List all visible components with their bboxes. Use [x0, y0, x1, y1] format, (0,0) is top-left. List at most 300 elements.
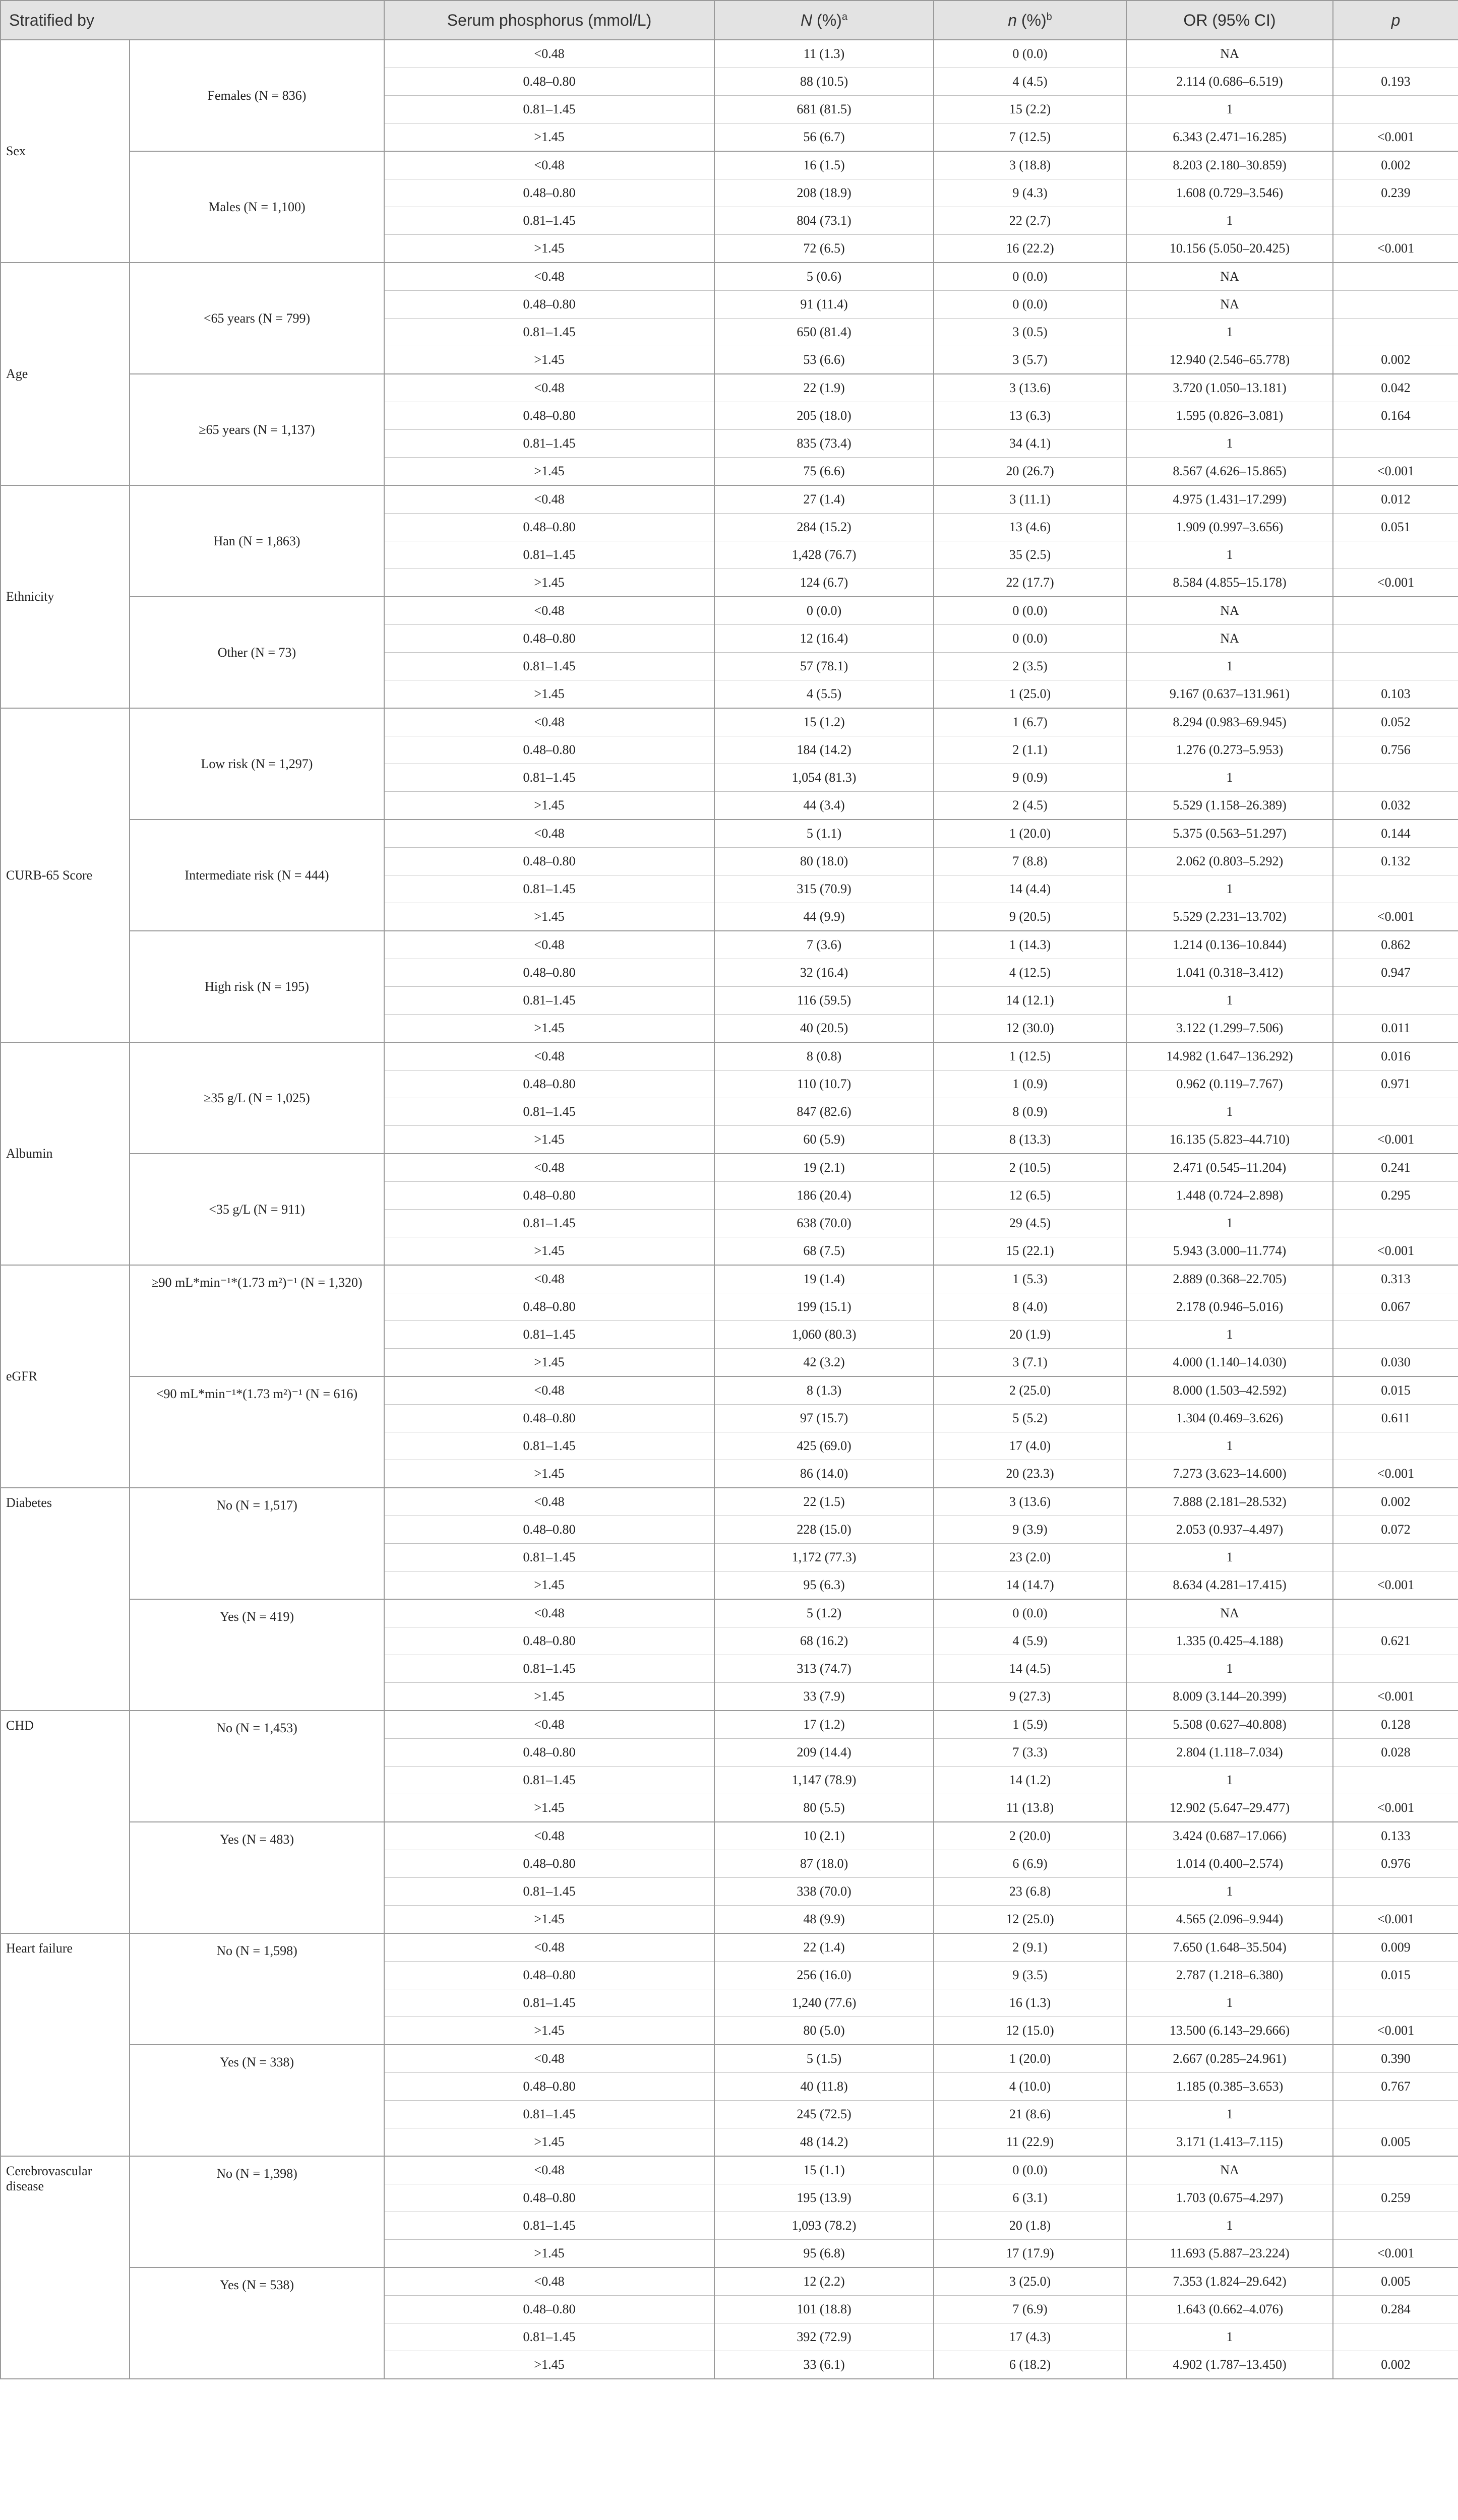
subgroup-cell: Yes (N = 419)	[130, 1599, 384, 1711]
subgroup-cell: ≥90 mL*min⁻¹*(1.73 m²)⁻¹ (N = 1,320)	[130, 1265, 384, 1376]
odds-ratio-cell: 1.703 (0.675–4.297)	[1126, 2184, 1333, 2212]
phosphorus-range-cell: <0.48	[384, 2267, 714, 2296]
phosphorus-range-cell: <0.48	[384, 2156, 714, 2184]
deaths-n-cell: 15 (22.1)	[934, 1237, 1126, 1266]
odds-ratio-cell: NA	[1126, 263, 1333, 291]
odds-ratio-cell: 1.448 (0.724–2.898)	[1126, 1182, 1333, 1210]
total-n-cell: 80 (18.0)	[714, 848, 934, 875]
odds-ratio-cell: 1.014 (0.400–2.574)	[1126, 1850, 1333, 1878]
total-n-cell: 32 (16.4)	[714, 959, 934, 987]
deaths-n-cell: 0 (0.0)	[934, 291, 1126, 319]
odds-ratio-cell: 8.009 (3.144–20.399)	[1126, 1683, 1333, 1711]
deaths-n-cell: 1 (20.0)	[934, 820, 1126, 848]
stratum-variable-cell: Diabetes	[1, 1488, 130, 1711]
subgroup-cell: Other (N = 73)	[130, 597, 384, 708]
table-row	[1, 1822, 1458, 1850]
total-n-cell: 5 (0.6)	[714, 263, 934, 291]
total-n-cell: 48 (9.9)	[714, 1906, 934, 1934]
table-row	[1, 2045, 1458, 2073]
total-n-cell: 12 (2.2)	[714, 2267, 934, 2296]
odds-ratio-cell: 8.203 (2.180–30.859)	[1126, 151, 1333, 179]
odds-ratio-cell: 1.304 (0.469–3.626)	[1126, 1405, 1333, 1432]
total-n-cell: 95 (6.8)	[714, 2240, 934, 2268]
p-value-cell	[1333, 291, 1458, 319]
phosphorus-range-cell: 0.48–0.80	[384, 1962, 714, 1989]
phosphorus-range-cell: >1.45	[384, 903, 714, 931]
odds-ratio-cell: 1.041 (0.318–3.412)	[1126, 959, 1333, 987]
total-n-cell: 97 (15.7)	[714, 1405, 934, 1432]
p-value-cell	[1333, 319, 1458, 346]
deaths-n-cell: 35 (2.5)	[934, 541, 1126, 569]
header-deaths-n	[934, 1, 1126, 40]
phosphorus-range-cell: 0.81–1.45	[384, 96, 714, 123]
total-n-cell: 48 (14.2)	[714, 2128, 934, 2157]
phosphorus-range-cell: 0.48–0.80	[384, 68, 714, 96]
odds-ratio-cell: 3.720 (1.050–13.181)	[1126, 374, 1333, 402]
total-n-cell: 22 (1.4)	[714, 1933, 934, 1962]
p-value-cell	[1333, 2101, 1458, 2128]
odds-ratio-cell: 5.943 (3.000–11.774)	[1126, 1237, 1333, 1266]
odds-ratio-cell: 1	[1126, 207, 1333, 235]
table-row	[1, 40, 1458, 68]
total-n-cell: 110 (10.7)	[714, 1070, 934, 1098]
stratum-variable-cell: Cerebrovascular disease	[1, 2156, 130, 2379]
phosphorus-range-cell: <0.48	[384, 1376, 714, 1405]
deaths-n-cell: 22 (2.7)	[934, 207, 1126, 235]
table-row	[1, 597, 1458, 625]
phosphorus-range-cell: 0.48–0.80	[384, 1627, 714, 1655]
deaths-n-cell: 4 (10.0)	[934, 2073, 1126, 2101]
deaths-n-cell: 7 (12.5)	[934, 123, 1126, 152]
odds-ratio-cell: 2.889 (0.368–22.705)	[1126, 1265, 1333, 1293]
odds-ratio-cell: 16.135 (5.823–44.710)	[1126, 1126, 1333, 1154]
p-value-cell: <0.001	[1333, 903, 1458, 931]
deaths-n-cell: 1 (0.9)	[934, 1070, 1126, 1098]
odds-ratio-cell: 2.804 (1.118–7.034)	[1126, 1739, 1333, 1767]
odds-ratio-cell: NA	[1126, 597, 1333, 625]
phosphorus-range-cell: 0.81–1.45	[384, 207, 714, 235]
table-row	[1, 1599, 1458, 1627]
deaths-n-cell: 29 (4.5)	[934, 1210, 1126, 1237]
odds-ratio-cell: 3.171 (1.413–7.115)	[1126, 2128, 1333, 2157]
deaths-n-cell: 23 (6.8)	[934, 1878, 1126, 1906]
stratum-variable-cell: Age	[1, 263, 130, 485]
p-value-cell	[1333, 263, 1458, 291]
p-value-cell	[1333, 764, 1458, 792]
phosphorus-range-cell: 0.81–1.45	[384, 1767, 714, 1794]
phosphorus-range-cell: 0.81–1.45	[384, 1210, 714, 1237]
total-n-cell: 10 (2.1)	[714, 1822, 934, 1850]
deaths-n-cell: 12 (25.0)	[934, 1906, 1126, 1934]
deaths-n-cell: 9 (3.5)	[934, 1962, 1126, 1989]
total-n-cell: 75 (6.6)	[714, 458, 934, 486]
total-n-cell: 116 (59.5)	[714, 987, 934, 1015]
deaths-n-cell: 17 (4.3)	[934, 2323, 1126, 2351]
total-n-cell: 1,240 (77.6)	[714, 1989, 934, 2017]
p-value-cell	[1333, 1098, 1458, 1126]
deaths-n-cell: 20 (26.7)	[934, 458, 1126, 486]
phosphorus-range-cell: >1.45	[384, 1349, 714, 1377]
total-n-cell: 91 (11.4)	[714, 291, 934, 319]
p-value-cell	[1333, 207, 1458, 235]
deaths-n-cell: 5 (5.2)	[934, 1405, 1126, 1432]
subgroup-cell: <90 mL*min⁻¹*(1.73 m²)⁻¹ (N = 616)	[130, 1376, 384, 1488]
deaths-n-cell: 3 (18.8)	[934, 151, 1126, 179]
odds-ratio-cell: 1	[1126, 653, 1333, 680]
deaths-n-cell: 4 (4.5)	[934, 68, 1126, 96]
total-n-cell: 1,060 (80.3)	[714, 1321, 934, 1349]
total-n-cell: 209 (14.4)	[714, 1739, 934, 1767]
phosphorus-range-cell: >1.45	[384, 680, 714, 709]
deaths-n-cell: 3 (5.7)	[934, 346, 1126, 374]
deaths-n-cell: 1 (5.3)	[934, 1265, 1126, 1293]
deaths-n-cell: 34 (4.1)	[934, 430, 1126, 458]
total-n-cell: 124 (6.7)	[714, 569, 934, 597]
total-n-cell: 313 (74.7)	[714, 1655, 934, 1683]
phosphorus-range-cell: <0.48	[384, 931, 714, 959]
total-n-cell: 72 (6.5)	[714, 235, 934, 263]
subgroup-cell: ≥65 years (N = 1,137)	[130, 374, 384, 485]
deaths-n-cell: 9 (4.3)	[934, 179, 1126, 207]
total-n-cell: 5 (1.2)	[714, 1599, 934, 1627]
total-n-cell: 392 (72.9)	[714, 2323, 934, 2351]
p-value-cell: 0.002	[1333, 1488, 1458, 1516]
odds-ratio-cell: 1.643 (0.662–4.076)	[1126, 2296, 1333, 2323]
odds-ratio-cell: 1	[1126, 2101, 1333, 2128]
total-n-cell: 256 (16.0)	[714, 1962, 934, 1989]
total-n-cell: 80 (5.0)	[714, 2017, 934, 2045]
total-n-cell: 186 (20.4)	[714, 1182, 934, 1210]
p-value-cell: 0.015	[1333, 1962, 1458, 1989]
odds-ratio-cell: 1	[1126, 541, 1333, 569]
total-n-cell: 33 (6.1)	[714, 2351, 934, 2379]
subgroup-cell: Han (N = 1,863)	[130, 485, 384, 597]
table-row	[1, 2156, 1458, 2184]
p-value-cell: <0.001	[1333, 2017, 1458, 2045]
table-row	[1, 485, 1458, 514]
table-row	[1, 1711, 1458, 1739]
table-row	[1, 1042, 1458, 1070]
phosphorus-range-cell: 0.81–1.45	[384, 1321, 714, 1349]
odds-ratio-cell: 5.529 (1.158–26.389)	[1126, 792, 1333, 820]
deaths-n-cell: 7 (8.8)	[934, 848, 1126, 875]
odds-ratio-cell: 1	[1126, 1767, 1333, 1794]
odds-ratio-cell: 1	[1126, 1321, 1333, 1349]
total-n-cell: 57 (78.1)	[714, 653, 934, 680]
deaths-n-cell: 3 (11.1)	[934, 485, 1126, 514]
phosphorus-range-cell: 0.48–0.80	[384, 1182, 714, 1210]
phosphorus-range-cell: <0.48	[384, 1265, 714, 1293]
phosphorus-range-cell: <0.48	[384, 374, 714, 402]
phosphorus-range-cell: 0.48–0.80	[384, 1405, 714, 1432]
p-value-cell	[1333, 1432, 1458, 1460]
deaths-n-cell: 14 (12.1)	[934, 987, 1126, 1015]
deaths-n-cell: 8 (13.3)	[934, 1126, 1126, 1154]
p-value-cell	[1333, 96, 1458, 123]
odds-ratio-cell: 2.178 (0.946–5.016)	[1126, 1293, 1333, 1321]
subgroup-cell: No (N = 1,517)	[130, 1488, 384, 1599]
p-value-cell: 0.005	[1333, 2128, 1458, 2157]
phosphorus-range-cell: 0.48–0.80	[384, 625, 714, 653]
total-n-cell: 205 (18.0)	[714, 402, 934, 430]
table-row	[1, 1154, 1458, 1182]
p-value-cell	[1333, 1878, 1458, 1906]
odds-ratio-cell: 1	[1126, 764, 1333, 792]
odds-ratio-cell: 1.276 (0.273–5.953)	[1126, 736, 1333, 764]
deaths-n-cell: 2 (1.1)	[934, 736, 1126, 764]
deaths-n-cell: 11 (22.9)	[934, 2128, 1126, 2157]
total-n-cell: 1,428 (76.7)	[714, 541, 934, 569]
phosphorus-range-cell: <0.48	[384, 1599, 714, 1627]
subgroup-cell: Males (N = 1,100)	[130, 151, 384, 263]
deaths-n-cell: 8 (4.0)	[934, 1293, 1126, 1321]
stratum-variable-cell: Heart failure	[1, 1933, 130, 2156]
odds-ratio-cell: 7.273 (3.623–14.600)	[1126, 1460, 1333, 1488]
p-value-cell: <0.001	[1333, 569, 1458, 597]
deaths-n-cell: 12 (15.0)	[934, 2017, 1126, 2045]
table-row	[1, 708, 1458, 736]
deaths-n-cell: 6 (6.9)	[934, 1850, 1126, 1878]
total-n-cell: 16 (1.5)	[714, 151, 934, 179]
deaths-n-cell: 2 (3.5)	[934, 653, 1126, 680]
p-value-cell: <0.001	[1333, 1906, 1458, 1934]
odds-ratio-cell: 7.650 (1.648–35.504)	[1126, 1933, 1333, 1962]
deaths-n-cell: 2 (9.1)	[934, 1933, 1126, 1962]
table-row	[1, 1265, 1458, 1293]
deaths-n-cell: 3 (13.6)	[934, 1488, 1126, 1516]
deaths-n-cell: 21 (8.6)	[934, 2101, 1126, 2128]
total-n-cell: 42 (3.2)	[714, 1349, 934, 1377]
phosphorus-range-cell: 0.81–1.45	[384, 1098, 714, 1126]
table-body	[1, 40, 1458, 2379]
phosphorus-range-cell: 0.48–0.80	[384, 1293, 714, 1321]
p-value-cell: 0.971	[1333, 1070, 1458, 1098]
total-n-cell: 8 (0.8)	[714, 1042, 934, 1070]
p-value-cell: 0.144	[1333, 820, 1458, 848]
header-p-value	[1333, 1, 1458, 40]
deaths-n-cell: 0 (0.0)	[934, 625, 1126, 653]
phosphorus-range-cell: >1.45	[384, 1015, 714, 1043]
deaths-n-cell: 20 (1.9)	[934, 1321, 1126, 1349]
phosphorus-range-cell: 0.48–0.80	[384, 291, 714, 319]
odds-ratio-cell: NA	[1126, 2156, 1333, 2184]
phosphorus-range-cell: 0.48–0.80	[384, 1739, 714, 1767]
total-n-cell: 40 (20.5)	[714, 1015, 934, 1043]
subgroup-cell: Intermediate risk (N = 444)	[130, 820, 384, 931]
subgroup-cell: Yes (N = 483)	[130, 1822, 384, 1933]
header-deaths-n-var: n	[1008, 11, 1017, 29]
stratum-variable-cell: CHD	[1, 1711, 130, 1933]
total-n-cell: 15 (1.2)	[714, 708, 934, 736]
p-value-cell: 0.011	[1333, 1015, 1458, 1043]
phosphorus-range-cell: <0.48	[384, 151, 714, 179]
deaths-n-cell: 2 (4.5)	[934, 792, 1126, 820]
subgroup-cell: <35 g/L (N = 911)	[130, 1154, 384, 1265]
odds-ratio-cell: 9.167 (0.637–131.961)	[1126, 680, 1333, 709]
total-n-cell: 19 (2.1)	[714, 1154, 934, 1182]
deaths-n-cell: 16 (22.2)	[934, 235, 1126, 263]
subgroup-cell: <65 years (N = 799)	[130, 263, 384, 374]
phosphorus-range-cell: 0.81–1.45	[384, 653, 714, 680]
deaths-n-cell: 1 (20.0)	[934, 2045, 1126, 2073]
deaths-n-cell: 15 (2.2)	[934, 96, 1126, 123]
total-n-cell: 68 (16.2)	[714, 1627, 934, 1655]
p-value-cell: 0.051	[1333, 514, 1458, 541]
phosphorus-range-cell: >1.45	[384, 235, 714, 263]
header-total-n-sup: a	[841, 11, 847, 22]
total-n-cell: 1,147 (78.9)	[714, 1767, 934, 1794]
p-value-cell	[1333, 1321, 1458, 1349]
odds-ratio-cell: 12.940 (2.546–65.778)	[1126, 346, 1333, 374]
p-value-cell: 0.030	[1333, 1349, 1458, 1377]
odds-ratio-cell: 1	[1126, 1210, 1333, 1237]
odds-ratio-cell: 8.584 (4.855–15.178)	[1126, 569, 1333, 597]
phosphorus-range-cell: >1.45	[384, 2351, 714, 2379]
deaths-n-cell: 8 (0.9)	[934, 1098, 1126, 1126]
phosphorus-range-cell: >1.45	[384, 1126, 714, 1154]
odds-ratio-cell: 12.902 (5.647–29.477)	[1126, 1794, 1333, 1822]
p-value-cell	[1333, 987, 1458, 1015]
p-value-cell	[1333, 875, 1458, 903]
total-n-cell: 4 (5.5)	[714, 680, 934, 709]
total-n-cell: 17 (1.2)	[714, 1711, 934, 1739]
total-n-cell: 95 (6.3)	[714, 1571, 934, 1600]
deaths-n-cell: 2 (10.5)	[934, 1154, 1126, 1182]
phosphorus-range-cell: >1.45	[384, 1571, 714, 1600]
deaths-n-cell: 14 (1.2)	[934, 1767, 1126, 1794]
deaths-n-cell: 9 (27.3)	[934, 1683, 1126, 1711]
subgroup-cell: No (N = 1,398)	[130, 2156, 384, 2267]
p-value-cell: 0.621	[1333, 1627, 1458, 1655]
phosphorus-range-cell: 0.48–0.80	[384, 2296, 714, 2323]
phosphorus-range-cell: 0.81–1.45	[384, 1432, 714, 1460]
subgroup-cell: High risk (N = 195)	[130, 931, 384, 1042]
phosphorus-range-cell: 0.81–1.45	[384, 764, 714, 792]
odds-ratio-cell: 11.693 (5.887–23.224)	[1126, 2240, 1333, 2268]
phosphorus-range-cell: <0.48	[384, 1822, 714, 1850]
phosphorus-range-cell: >1.45	[384, 1683, 714, 1711]
phosphorus-range-cell: <0.48	[384, 1711, 714, 1739]
p-value-cell: 0.239	[1333, 179, 1458, 207]
deaths-n-cell: 0 (0.0)	[934, 40, 1126, 68]
total-n-cell: 22 (1.5)	[714, 1488, 934, 1516]
total-n-cell: 56 (6.7)	[714, 123, 934, 152]
total-n-cell: 33 (7.9)	[714, 1683, 934, 1711]
odds-ratio-cell: 4.000 (1.140–14.030)	[1126, 1349, 1333, 1377]
phosphorus-range-cell: 0.81–1.45	[384, 319, 714, 346]
total-n-cell: 68 (7.5)	[714, 1237, 934, 1266]
deaths-n-cell: 0 (0.0)	[934, 263, 1126, 291]
p-value-cell: 0.103	[1333, 680, 1458, 709]
odds-ratio-cell: 2.471 (0.545–11.204)	[1126, 1154, 1333, 1182]
total-n-cell: 847 (82.6)	[714, 1098, 934, 1126]
deaths-n-cell: 12 (6.5)	[934, 1182, 1126, 1210]
deaths-n-cell: 4 (12.5)	[934, 959, 1126, 987]
odds-ratio-cell: 5.529 (2.231–13.702)	[1126, 903, 1333, 931]
subgroup-cell: Low risk (N = 1,297)	[130, 708, 384, 820]
phosphorus-range-cell: 0.48–0.80	[384, 848, 714, 875]
total-n-cell: 195 (13.9)	[714, 2184, 934, 2212]
p-value-cell: 0.002	[1333, 2351, 1458, 2379]
table-row	[1, 2267, 1458, 2296]
p-value-cell: 0.052	[1333, 708, 1458, 736]
deaths-n-cell: 9 (0.9)	[934, 764, 1126, 792]
total-n-cell: 7 (3.6)	[714, 931, 934, 959]
header-stratified-by: Stratified by	[1, 1, 384, 40]
phosphorus-range-cell: 0.81–1.45	[384, 2323, 714, 2351]
p-value-cell: 0.947	[1333, 959, 1458, 987]
p-value-cell: <0.001	[1333, 1571, 1458, 1600]
total-n-cell: 338 (70.0)	[714, 1878, 934, 1906]
table-header-row	[1, 1, 1458, 40]
phosphorus-range-cell: <0.48	[384, 263, 714, 291]
p-value-cell: 0.132	[1333, 848, 1458, 875]
odds-ratio-cell: 1	[1126, 430, 1333, 458]
odds-ratio-cell: 8.634 (4.281–17.415)	[1126, 1571, 1333, 1600]
table-row	[1, 374, 1458, 402]
phosphorus-range-cell: <0.48	[384, 2045, 714, 2073]
p-value-cell	[1333, 625, 1458, 653]
header-deaths-n-rest: (%)	[1017, 11, 1047, 29]
deaths-n-cell: 7 (6.9)	[934, 2296, 1126, 2323]
odds-ratio-cell: 0.962 (0.119–7.767)	[1126, 1070, 1333, 1098]
phosphorus-range-cell: 0.81–1.45	[384, 1989, 714, 2017]
subgroup-cell: No (N = 1,598)	[130, 1933, 384, 2045]
p-value-cell: <0.001	[1333, 458, 1458, 486]
phosphorus-range-cell: <0.48	[384, 708, 714, 736]
odds-ratio-cell: 7.888 (2.181–28.532)	[1126, 1488, 1333, 1516]
odds-ratio-cell: 8.000 (1.503–42.592)	[1126, 1376, 1333, 1405]
deaths-n-cell: 4 (5.9)	[934, 1627, 1126, 1655]
odds-ratio-cell: 1	[1126, 2323, 1333, 2351]
phosphorus-range-cell: >1.45	[384, 792, 714, 820]
deaths-n-cell: 2 (25.0)	[934, 1376, 1126, 1405]
deaths-n-cell: 16 (1.3)	[934, 1989, 1126, 2017]
deaths-n-cell: 23 (2.0)	[934, 1544, 1126, 1571]
p-value-cell: 0.002	[1333, 346, 1458, 374]
deaths-n-cell: 14 (14.7)	[934, 1571, 1126, 1600]
p-value-cell: <0.001	[1333, 1237, 1458, 1266]
p-value-cell: 0.259	[1333, 2184, 1458, 2212]
phosphorus-range-cell: 0.81–1.45	[384, 987, 714, 1015]
total-n-cell: 44 (3.4)	[714, 792, 934, 820]
deaths-n-cell: 0 (0.0)	[934, 597, 1126, 625]
p-value-cell: 0.390	[1333, 2045, 1458, 2073]
table-row	[1, 1488, 1458, 1516]
total-n-cell: 19 (1.4)	[714, 1265, 934, 1293]
odds-ratio-cell: 2.062 (0.803–5.292)	[1126, 848, 1333, 875]
header-serum-phosphorus: Serum phosphorus (mmol/L)	[384, 1, 714, 40]
deaths-n-cell: 11 (13.8)	[934, 1794, 1126, 1822]
header-deaths-n-sup: b	[1046, 11, 1052, 22]
total-n-cell: 1,093 (78.2)	[714, 2212, 934, 2240]
deaths-n-cell: 3 (25.0)	[934, 2267, 1126, 2296]
phosphorus-range-cell: >1.45	[384, 1237, 714, 1266]
p-value-cell: 0.067	[1333, 1293, 1458, 1321]
table-row	[1, 263, 1458, 291]
deaths-n-cell: 13 (6.3)	[934, 402, 1126, 430]
odds-ratio-cell: 1.214 (0.136–10.844)	[1126, 931, 1333, 959]
odds-ratio-cell: 1	[1126, 319, 1333, 346]
odds-ratio-cell: 1	[1126, 1544, 1333, 1571]
deaths-n-cell: 6 (18.2)	[934, 2351, 1126, 2379]
total-n-cell: 12 (16.4)	[714, 625, 934, 653]
p-value-cell: 0.016	[1333, 1042, 1458, 1070]
odds-ratio-cell: 1.185 (0.385–3.653)	[1126, 2073, 1333, 2101]
odds-ratio-cell: 14.982 (1.647–136.292)	[1126, 1042, 1333, 1070]
total-n-cell: 425 (69.0)	[714, 1432, 934, 1460]
deaths-n-cell: 14 (4.4)	[934, 875, 1126, 903]
